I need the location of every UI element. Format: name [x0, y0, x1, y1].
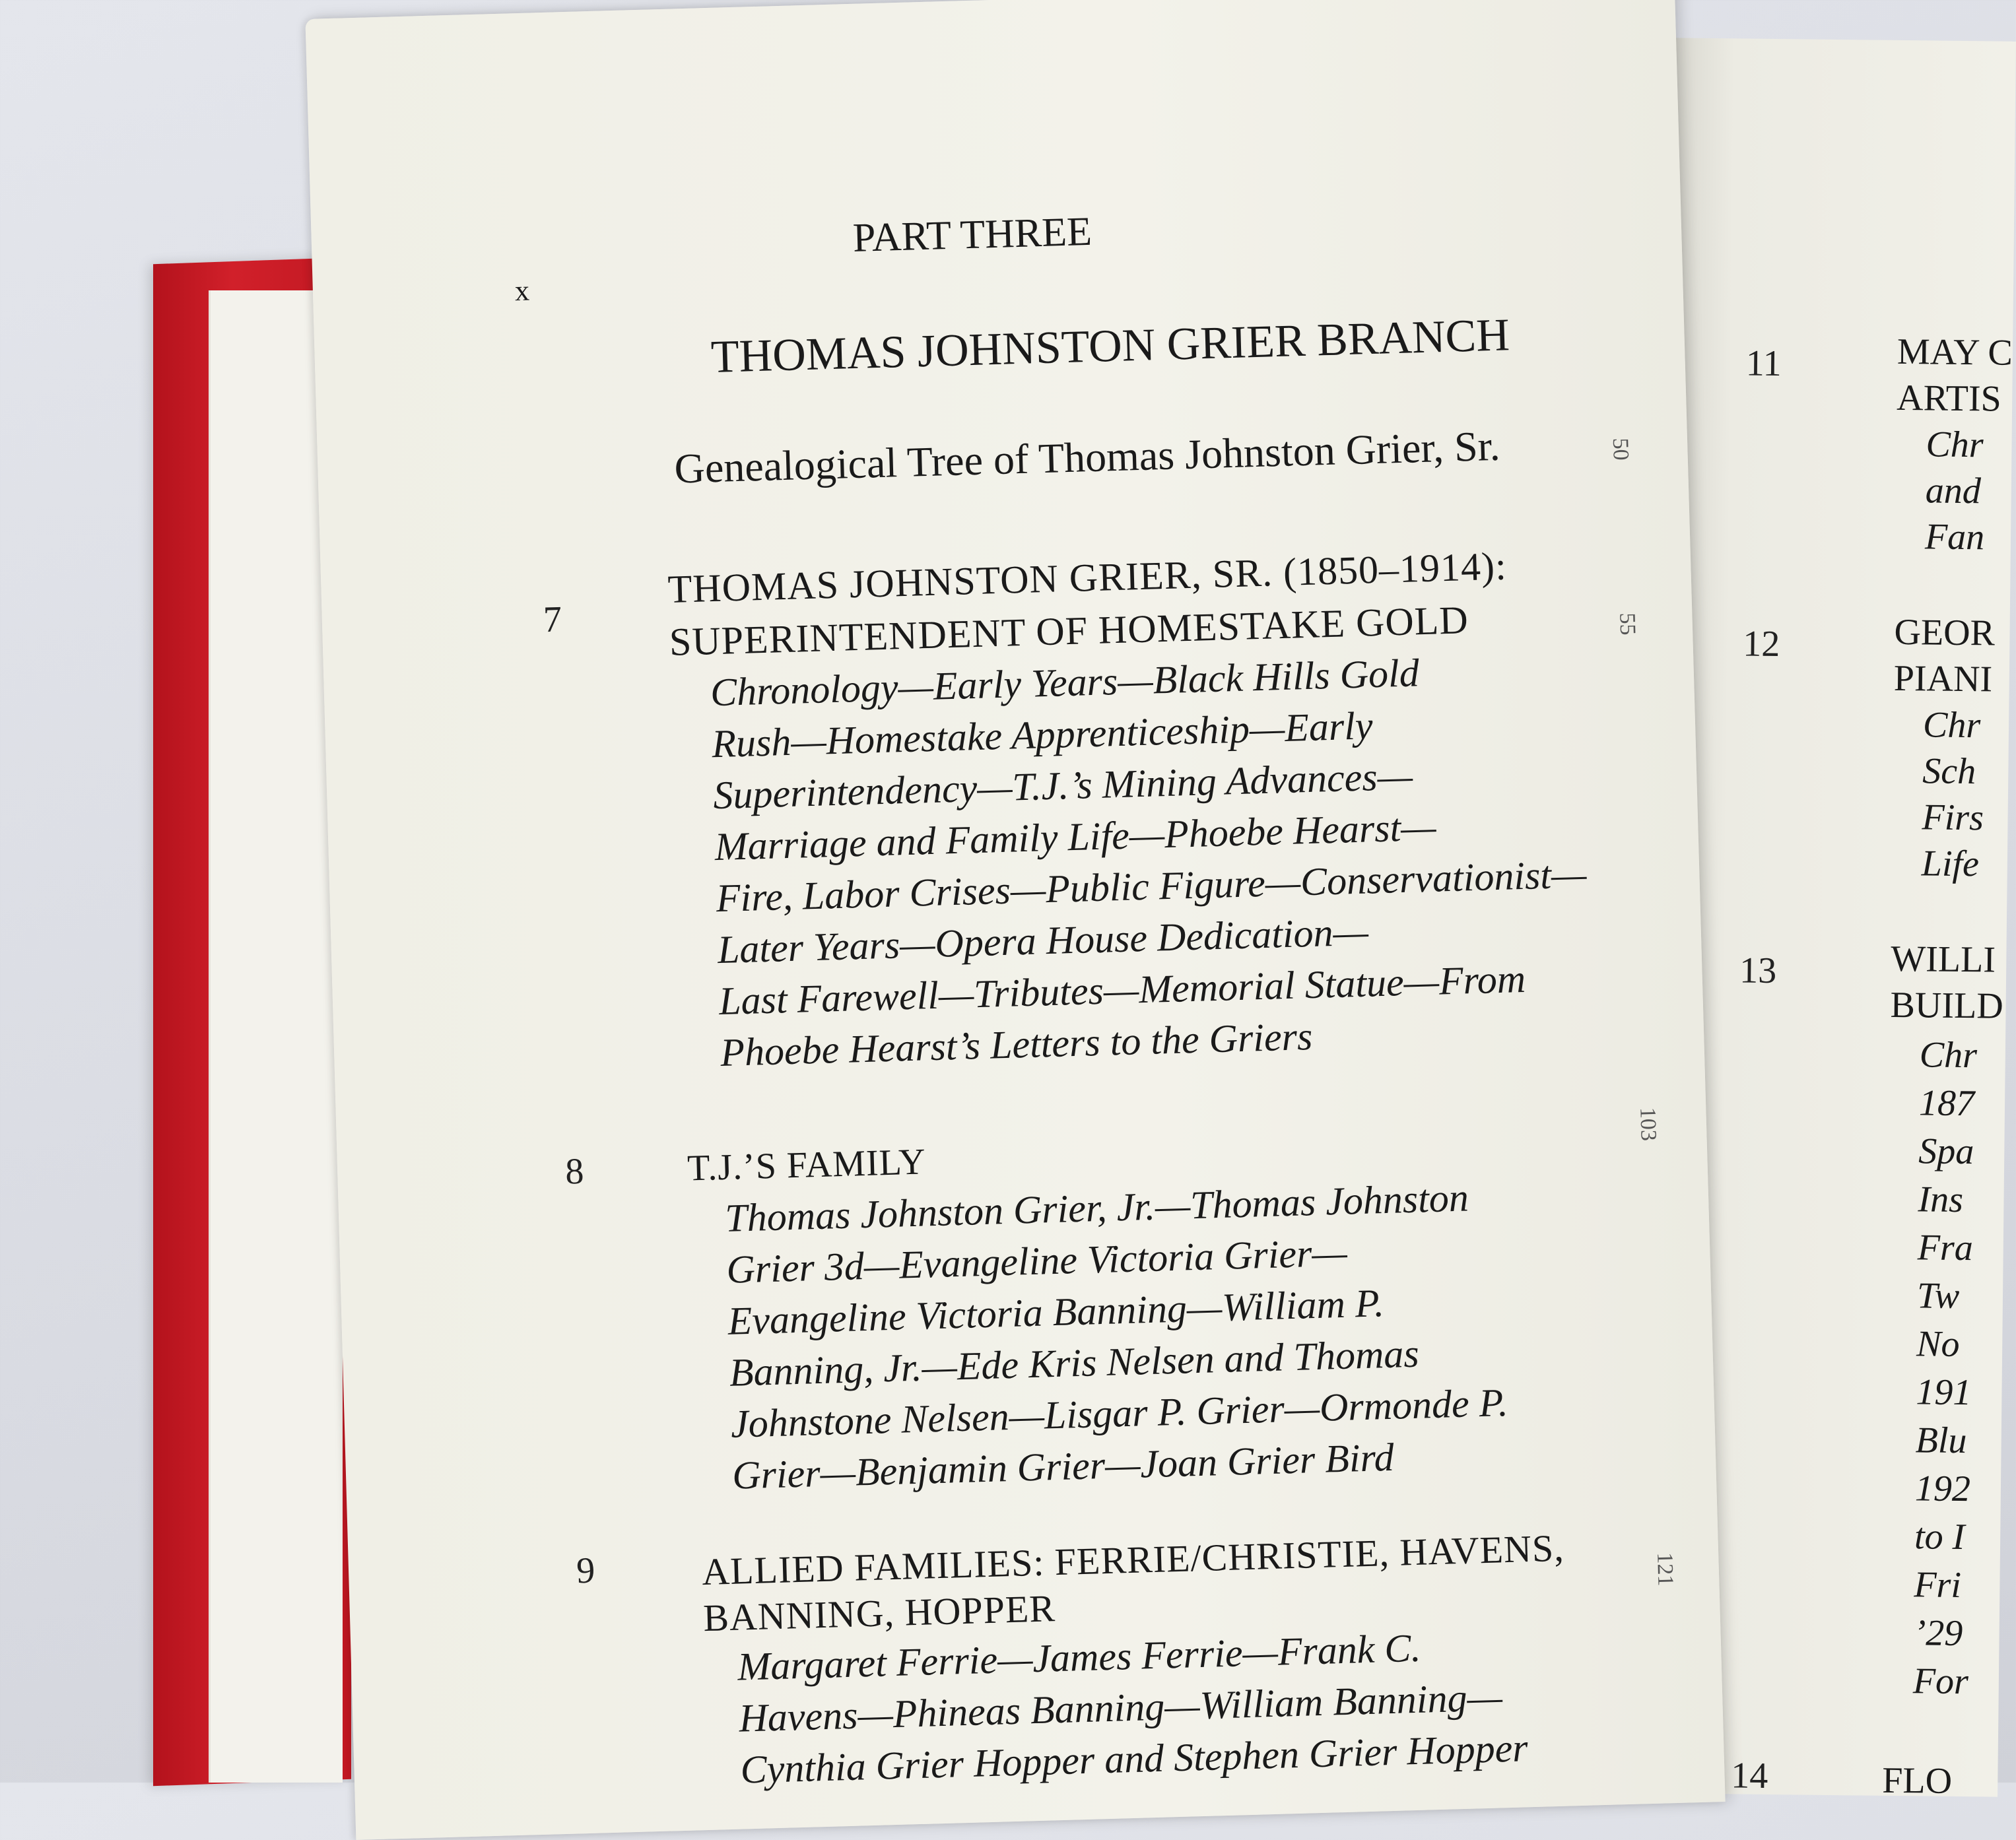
chapter-subtitle-line: Thomas Johnston Grier, Jr.—Thomas Johnston	[724, 1175, 1469, 1240]
chapter-subtitle-line: Margaret Ferrie—James Ferrie—Frank C.	[737, 1626, 1422, 1689]
chapter-subtitle-line: Johnstone Nelsen—Lisgar P. Grier—Ormonde P.	[730, 1380, 1509, 1446]
chapter-subtitle-line: 187	[1918, 1082, 1975, 1125]
chapter-title-line: BANNING, HOPPER	[702, 1587, 1056, 1640]
chapter-subtitle-line: to I	[1914, 1516, 1965, 1558]
chapter-subtitle-line: Cynthia Grier Hopper and Stephen Grier Hopper	[739, 1726, 1529, 1792]
chapter-subtitle-line: Grier 3d—Evangeline Victoria Grier—	[725, 1230, 1348, 1292]
chapter-subtitle-line: Ins	[1918, 1179, 1964, 1221]
chapter-subtitle-line: Marriage and Family Life—Phoebe Hearst—	[714, 805, 1437, 869]
chapter-subtitle-line: Havens—Phineas Banning—William Banning—	[738, 1675, 1503, 1740]
chapter-subtitle-line: Fan	[1924, 516, 1985, 558]
chapter-subtitle-line: Chr	[1922, 704, 1981, 746]
page-number: 55	[1615, 612, 1640, 636]
chapter-subtitle-line: Chr	[1919, 1034, 1978, 1076]
chapter-subtitle-line: No	[1916, 1323, 1960, 1365]
chapter-subtitle-line: Chr	[1926, 424, 1984, 466]
chapter-subtitle-line: Blu	[1915, 1420, 1967, 1462]
chapter-subtitle-line: Fra	[1917, 1227, 1974, 1269]
chapter-subtitle-line: Tw	[1916, 1275, 1960, 1317]
chapter-subtitle-line: Fri	[1914, 1564, 1962, 1606]
chapter-number: 8	[564, 1150, 585, 1193]
chapter-subtitle-line: Firs	[1922, 797, 1984, 839]
chapter-number: 9	[576, 1550, 596, 1592]
chapter-subtitle-line: 191	[1916, 1371, 1972, 1414]
chapter-subtitle-line: Grier—Benjamin Grier—Joan Grier Bird	[731, 1435, 1395, 1497]
chapter-subtitle-line: 192	[1914, 1468, 1971, 1510]
chapter-subtitle-line: Superintendency—T.J.’s Mining Advances—	[712, 754, 1413, 818]
chapter-title-line: FLO	[1881, 1759, 1953, 1802]
part-heading: PART THREE	[852, 209, 1092, 261]
chapter-subtitle-line: Fire, Labor Crises—Public Figure—Conservationist—	[715, 852, 1588, 921]
chapter-number: 12	[1743, 623, 1780, 665]
chapter-number: 14	[1731, 1755, 1768, 1797]
chapter-subtitle-line: Phoebe Hearst’s Letters to the Griers	[720, 1014, 1314, 1075]
page-marker: x	[514, 274, 530, 308]
chapter-title-line: T.J.’S FAMILY	[687, 1141, 927, 1189]
table-of-contents-page	[305, 0, 1725, 1840]
page-number: 121	[1652, 1552, 1678, 1587]
chapter-title-line: ALLIED FAMILIES: FERRIE/CHRISTIE, HAVENS,	[701, 1526, 1565, 1594]
chapter-subtitle-line: Evangeline Victoria Banning—William P.	[727, 1281, 1385, 1343]
chapter-title-line: BUILD	[1890, 984, 2004, 1027]
chapter-subtitle-line: ’29	[1913, 1612, 1963, 1655]
chapter-subtitle-line: and	[1925, 470, 1982, 512]
chapter-title-line: SUPERINTENDENT OF HOMESTAKE GOLD	[669, 598, 1469, 664]
chapter-subtitle-line: Life	[1921, 843, 1980, 885]
chapter-subtitle-line: Later Years—Opera House Dedication—	[717, 909, 1369, 972]
genealogical-tree-entry: Genealogical Tree of Thomas Johnston Grier, Sr.	[673, 422, 1501, 492]
chapter-title-line: GEOR	[1894, 611, 1996, 654]
chapter-title-line: MAY C	[1897, 331, 2013, 374]
chapter-subtitle-line: Banning, Jr.—Ede Kris Nelsen and Thomas	[728, 1331, 1420, 1395]
page-number: 50	[1607, 438, 1633, 461]
chapter-number: 7	[543, 599, 562, 641]
chapter-number: 11	[1745, 343, 1782, 385]
chapter-title-line: PIANI	[1893, 657, 1993, 700]
chapter-number: 13	[1739, 950, 1777, 992]
chapter-title-line: ARTIS	[1896, 377, 2002, 420]
chapter-subtitle-line: For	[1912, 1660, 1969, 1703]
branch-title: THOMAS JOHNSTON GRIER BRANCH	[710, 310, 1510, 383]
chapter-subtitle-line: Last Farewell—Tributes—Memorial Statue—From	[718, 956, 1526, 1024]
chapter-subtitle-line: Chronology—Early Years—Black Hills Gold	[710, 651, 1420, 715]
chapter-subtitle-line: Spa	[1918, 1131, 1974, 1173]
page-number: 103	[1635, 1107, 1661, 1142]
chapter-title-line: WILLI	[1891, 938, 1996, 981]
chapter-subtitle-line: Rush—Homestake Apprenticeship—Early	[711, 704, 1374, 766]
chapter-title-line: THOMAS JOHNSTON GRIER, SR. (1850–1914):	[667, 544, 1508, 611]
chapter-subtitle-line: Sch	[1922, 750, 1976, 793]
